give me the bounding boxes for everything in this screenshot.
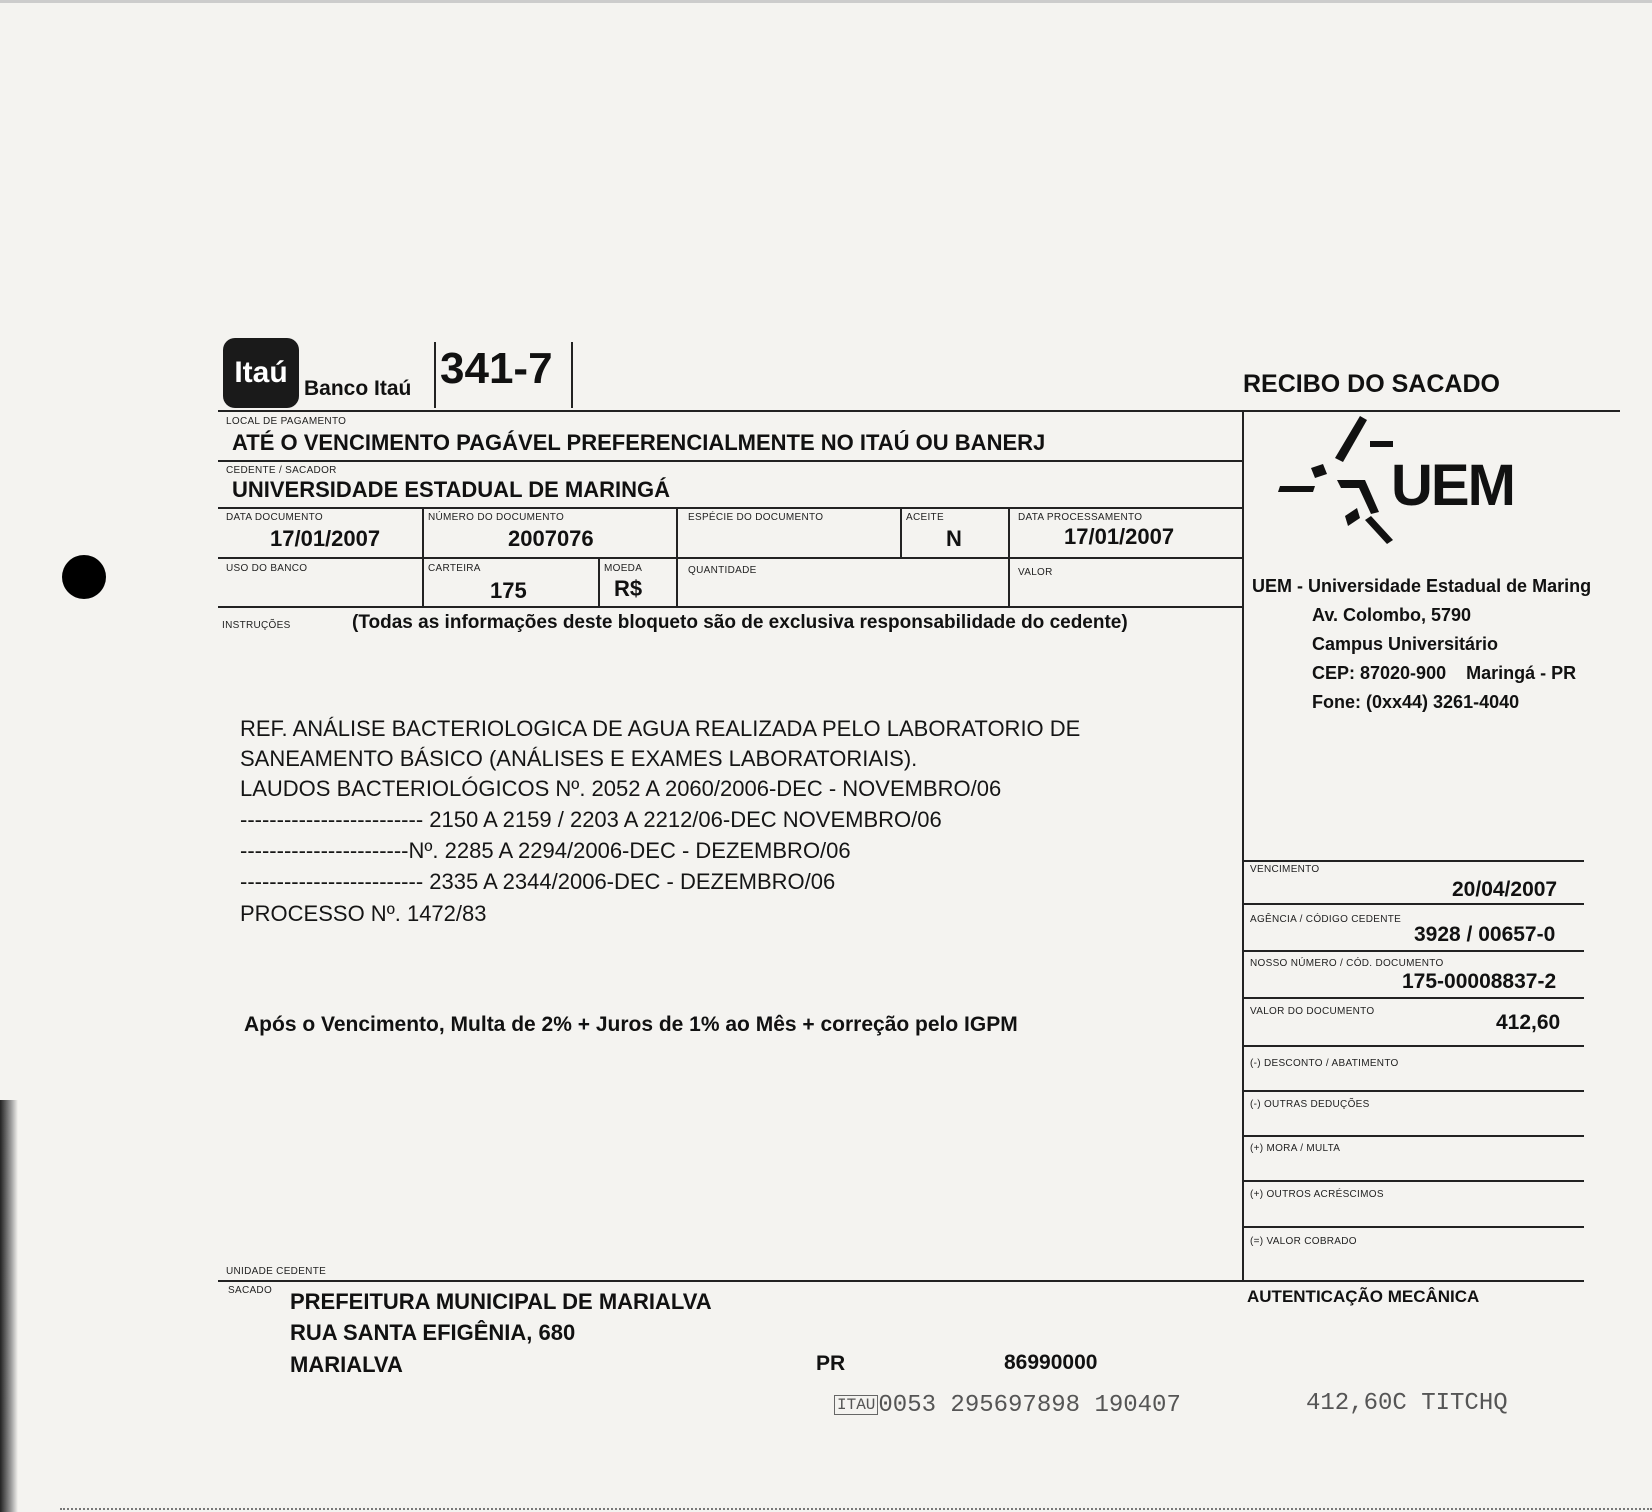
divider <box>1244 1180 1584 1182</box>
cedente-label: CEDENTE / SACADOR <box>226 465 337 476</box>
divider <box>1244 1090 1584 1092</box>
instruction-line: SANEAMENTO BÁSICO (ANÁLISES E EXAMES LABORATORIAIS). <box>240 746 918 771</box>
carteira-value: 175 <box>490 578 527 603</box>
bank-code: 341-7 <box>440 344 553 393</box>
valor-label: VALOR <box>1018 567 1053 578</box>
divider <box>218 606 1242 608</box>
instrucoes-label: INSTRUÇÕES <box>222 620 291 631</box>
agencia-value: 3928 / 00657-0 <box>1414 923 1556 946</box>
instruction-line: -----------------------Nº. 2285 A 2294/2006-DEC - DEZEMBRO/06 <box>240 838 851 863</box>
uso-banco-label: USO DO BANCO <box>226 563 308 574</box>
data-documento-label: DATA DOCUMENTO <box>226 512 323 523</box>
nosso-numero-value: 175-00008837-2 <box>1402 970 1557 993</box>
divider <box>218 557 1242 559</box>
aceite-value: N <box>946 526 962 551</box>
data-documento-value: 17/01/2007 <box>270 526 381 551</box>
divider <box>676 557 678 606</box>
uem-address-line: Av. Colombo, 5790 <box>1312 605 1472 625</box>
local-pagamento-value: ATÉ O VENCIMENTO PAGÁVEL PREFERENCIALMENTE NO ITAÚ OU BANERJ <box>232 430 1046 455</box>
uem-logo <box>1275 416 1555 546</box>
instruction-line: ------------------------- 2335 A 2344/2006-DEC - DEZEMBRO/06 <box>240 869 836 894</box>
instrucoes-note: (Todas as informações deste bloqueto são de exclusiva responsabilidade do cedente) <box>352 612 1128 633</box>
paper-left-edge <box>0 1100 18 1512</box>
divider <box>571 342 573 408</box>
vencimento-value: 20/04/2007 <box>1452 878 1558 901</box>
sacado-name: PREFEITURA MUNICIPAL DE MARIALVA <box>290 1289 712 1314</box>
uem-address-line: Campus Universitário <box>1312 634 1499 654</box>
mechanical-stamp-right: 412,60C TITCHQ <box>1306 1390 1508 1417</box>
instruction-line: LAUDOS BACTERIOLÓGICOS Nº. 2052 A 2060/2006-DEC - NOVEMBRO/06 <box>240 776 1002 801</box>
valor-cobrado-label: (=) VALOR COBRADO <box>1250 1236 1357 1247</box>
desconto-label: (-) DESCONTO / ABATIMENTO <box>1250 1058 1399 1069</box>
divider <box>422 557 424 606</box>
valor-documento-value: 412,60 <box>1496 1011 1561 1034</box>
divider <box>218 460 1242 462</box>
uem-address-line: Fone: (0xx44) 3261-4040 <box>1312 692 1520 712</box>
uem-address-line: CEP: 87020-900 Maringá - PR <box>1312 663 1577 683</box>
data-processamento-value: 17/01/2007 <box>1064 524 1175 549</box>
divider <box>434 342 436 408</box>
bank-name: Banco Itaú <box>304 377 412 400</box>
divider <box>1244 1226 1584 1228</box>
sacado-city: MARIALVA <box>290 1352 403 1377</box>
divider <box>900 507 902 557</box>
itau-stamp-prefix: ITAU <box>834 1395 878 1415</box>
divider <box>1244 1045 1584 1047</box>
divider <box>218 1280 1584 1282</box>
instruction-line: REF. ANÁLISE BACTERIOLOGICA DE AGUA REALIZADA PELO LABORATORIO DE <box>240 716 1081 741</box>
aceite-label: ACEITE <box>906 512 944 523</box>
numero-documento-label: NÚMERO DO DOCUMENTO <box>428 512 565 523</box>
divider <box>1008 557 1010 606</box>
punch-hole <box>62 555 106 599</box>
moeda-label: MOEDA <box>604 563 643 574</box>
divider <box>1244 903 1584 905</box>
divider <box>676 507 678 557</box>
sacado-state: PR <box>816 1352 846 1375</box>
divider <box>1008 507 1010 557</box>
autenticacao-label: AUTENTICAÇÃO MECÂNICA <box>1247 1287 1480 1306</box>
mechanical-stamp-left <box>834 1392 1181 1419</box>
divider <box>1244 997 1584 999</box>
stamp-text: 0053 295697898 190407 <box>878 1392 1181 1419</box>
instruction-line: ------------------------- 2150 A 2159 / 2203 A 2212/06-DEC NOVEMBRO/06 <box>240 807 942 832</box>
outras-deducoes-label: (-) OUTRAS DEDUÇÕES <box>1250 1099 1370 1110</box>
divider <box>1244 950 1584 952</box>
divider <box>218 410 1620 412</box>
instruction-line: PROCESSO Nº. 1472/83 <box>240 901 487 926</box>
paper-top-edge <box>0 0 1652 3</box>
outros-acrescimos-label: (+) OUTROS ACRÉSCIMOS <box>1250 1189 1384 1200</box>
mora-multa-label: (+) MORA / MULTA <box>1250 1143 1341 1154</box>
sacado-label: SACADO <box>228 1285 273 1296</box>
divider <box>218 507 1242 509</box>
divider <box>422 507 424 557</box>
numero-documento-value: 2007076 <box>508 526 594 551</box>
uem-address-line: UEM - Universidade Estadual de Maring <box>1252 576 1592 596</box>
divider <box>598 557 600 606</box>
divider <box>1242 410 1244 1280</box>
local-pagamento-label: LOCAL DE PAGAMENTO <box>226 416 347 427</box>
moeda-value: R$ <box>614 576 643 601</box>
data-processamento-label: DATA PROCESSAMENTO <box>1018 512 1143 523</box>
nosso-numero-label: NOSSO NÚMERO / CÓD. DOCUMENTO <box>1250 958 1444 969</box>
cedente-value: UNIVERSIDADE ESTADUAL DE MARINGÁ <box>232 477 670 502</box>
receipt-title: RECIBO DO SACADO <box>1243 370 1500 398</box>
penalty-note: Após o Vencimento, Multa de 2% + Juros de 1% ao Mês + correção pelo IGPM <box>244 1013 1018 1036</box>
unidade-cedente-label: UNIDADE CEDENTE <box>226 1266 327 1277</box>
sacado-address: RUA SANTA EFIGÊNIA, 680 <box>290 1320 576 1345</box>
uem-logo-text: UEM <box>1391 453 1514 518</box>
especie-documento-label: ESPÉCIE DO DOCUMENTO <box>688 512 824 523</box>
valor-documento-label: VALOR DO DOCUMENTO <box>1250 1006 1375 1017</box>
quantidade-label: QUANTIDADE <box>688 565 757 576</box>
vencimento-label: VENCIMENTO <box>1250 864 1320 875</box>
sacado-cep: 86990000 <box>1004 1351 1098 1374</box>
divider <box>1244 860 1584 862</box>
divider <box>1244 1135 1584 1137</box>
agencia-label: AGÊNCIA / CÓDIGO CEDENTE <box>1250 914 1402 925</box>
paper-bottom-edge <box>60 1508 1652 1510</box>
carteira-label: CARTEIRA <box>428 563 481 574</box>
itau-logo: Itaú <box>223 338 299 408</box>
